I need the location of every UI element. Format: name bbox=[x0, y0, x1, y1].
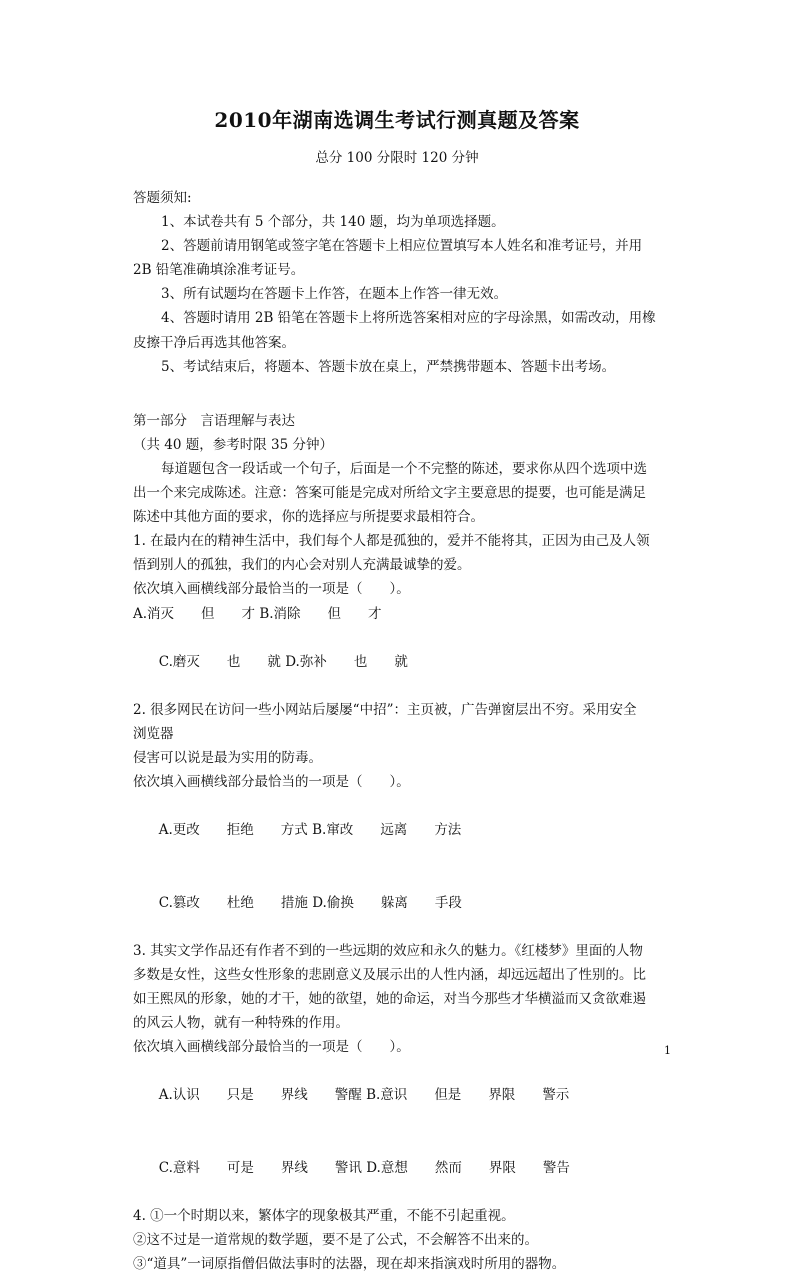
question-text: ②这不过是一道常规的数学题，要不是了公式，不会解答不出来的。 bbox=[133, 1231, 538, 1248]
option-word: 界限 bbox=[488, 1087, 516, 1104]
option-row bbox=[133, 794, 678, 866]
option-label: A. bbox=[158, 822, 173, 839]
option-word: 也 bbox=[353, 653, 368, 670]
option-label: C. bbox=[158, 1159, 173, 1176]
document-body bbox=[133, 186, 678, 1276]
option-word: 然而 bbox=[434, 1159, 462, 1176]
notice-item: 1、本试卷共有 5 个部分，共 140 题，均为单项选择题。 bbox=[161, 214, 505, 231]
option-word: 远离 bbox=[380, 822, 408, 839]
question-text: 悟到别人的孤独，我们的内心会对别人充满最诚挚的爱。 bbox=[133, 557, 471, 574]
question-text: ③“道具”一词原指僧侣做法事时的法器，现在却来指演戏时所用的器物。 bbox=[133, 1256, 566, 1273]
option-row bbox=[133, 867, 678, 939]
page-number: 1 bbox=[664, 1044, 671, 1057]
option-word: 界线 bbox=[280, 1087, 308, 1104]
option-row bbox=[133, 1132, 678, 1204]
question-text: 如王熙凤的形象，她的才干，她的欲望，她的命运，对当今那些才华横溢而又贪欲难遏 bbox=[133, 991, 646, 1007]
page-title: 2010年湖南选调生考试行测真题及答案 bbox=[214, 108, 580, 132]
notice-item: 2、答题前请用钢笔或签字笔在答题卡上相应位置填写本人姓名和准考证号，并用 bbox=[161, 238, 643, 255]
question-text: 1. 在最内在的精神生活中，我们每个人都是孤独的，爱并不能将其，正因为由己及人领 bbox=[133, 533, 650, 550]
question-text: 4. ①一个时期以来，繁体字的现象极其严重，不能不引起重视。 bbox=[133, 1207, 515, 1224]
option-word: 方法 bbox=[434, 822, 462, 839]
option-word: 只是 bbox=[226, 1087, 254, 1104]
question-text: 的风云人物，就有一种特殊的作用。 bbox=[133, 1015, 349, 1032]
option-word: 界线 bbox=[280, 1159, 308, 1176]
option-row bbox=[133, 626, 678, 698]
question-prompt: 依次填入画横线部分最恰当的一项是（ ）。 bbox=[133, 581, 410, 598]
option-word: 就 bbox=[267, 653, 281, 670]
option-word: 措施 bbox=[280, 894, 308, 911]
option-row: A.消灭 但 才 B.消除 但 才 bbox=[133, 605, 382, 622]
notice-heading: 答题须知: bbox=[133, 190, 192, 206]
notice-item: 2B 铅笔准确填涂准考证号。 bbox=[133, 262, 305, 279]
option-word: 偷换 bbox=[326, 894, 354, 911]
option-label: D. bbox=[366, 1159, 381, 1176]
option-row bbox=[133, 1059, 678, 1131]
option-word: 方式 bbox=[280, 822, 308, 839]
option-word: 杜绝 bbox=[226, 894, 254, 911]
question-text: 2. 很多网民在访问一些小网站后屡屡“中招”：主页被，广告弹窗层出不穷。采用安全 bbox=[133, 701, 637, 718]
option-word: 就 bbox=[394, 653, 408, 670]
notice-item: 4、答题时请用 2B 铅笔在答题卡上将所选答案相对应的字母涂黑，如需改动，用橡 bbox=[161, 310, 656, 327]
section-heading: 第一部分 言语理解与表达 bbox=[133, 412, 295, 429]
option-word: 拒绝 bbox=[226, 822, 254, 839]
question-text: 浏览器 bbox=[133, 725, 174, 742]
notice-item: 皮擦干净后再选其他答案。 bbox=[133, 334, 295, 351]
option-label: C. bbox=[158, 894, 173, 911]
notice-item: 5、考试结束后，将题本、答题卡放在桌上，严禁携带题本、答题卡出考场。 bbox=[161, 358, 616, 375]
option-word: 篡改 bbox=[172, 894, 200, 911]
option-label: B. bbox=[312, 822, 327, 839]
option-word: 警醒 bbox=[334, 1087, 362, 1104]
option-word: 可是 bbox=[226, 1159, 254, 1176]
section-subheading: （共 40 题，参考时限 35 分钟） bbox=[133, 436, 334, 453]
option-word: 窜改 bbox=[326, 822, 354, 839]
option-word: 也 bbox=[226, 653, 241, 670]
page-subtitle: 总分 100 分限时 120 分钟 bbox=[315, 150, 479, 166]
question-prompt: 依次填入画横线部分最恰当的一项是（ ）。 bbox=[133, 1039, 410, 1056]
option-word: 警告 bbox=[542, 1159, 570, 1176]
section-intro: 陈述中其他方面的要求，你的选择应与所提要求最相符合。 bbox=[133, 509, 484, 526]
option-word: 警讯 bbox=[334, 1159, 362, 1176]
notice-item: 3、所有试题均在答题卡上作答，在题本上作答一律无效。 bbox=[161, 286, 508, 303]
option-word: 但是 bbox=[434, 1087, 462, 1104]
option-word: 意料 bbox=[172, 1159, 200, 1176]
question-prompt: 依次填入画横线部分最恰当的一项是（ ）。 bbox=[133, 774, 410, 791]
option-word: 弥补 bbox=[299, 653, 327, 670]
option-label: D. bbox=[312, 894, 327, 911]
option-label: A. bbox=[158, 1087, 173, 1104]
option-word: 手段 bbox=[434, 894, 462, 911]
section-intro: 每道题包含一段话或一个句子，后面是一个不完整的陈述，要求你从四个选项中选 bbox=[161, 460, 647, 477]
option-word: 躲离 bbox=[380, 894, 408, 911]
option-word: 意识 bbox=[380, 1087, 408, 1104]
option-label: B. bbox=[366, 1087, 381, 1104]
section-intro: 出一个来完成陈述。注意：答案可能是完成对所给文字主要意思的提要，也可能是满足 bbox=[133, 485, 646, 502]
option-word: 界限 bbox=[488, 1159, 516, 1176]
option-word: 认识 bbox=[172, 1087, 200, 1104]
option-label: C. bbox=[158, 653, 173, 670]
option-word: 更改 bbox=[172, 822, 200, 839]
option-word: 意想 bbox=[380, 1159, 408, 1176]
question-text: 3. 其实文学作品还有作者不到的一些远期的效应和永久的魅力。《红楼梦》里面的人物 bbox=[133, 942, 643, 959]
option-word: 警示 bbox=[542, 1087, 570, 1104]
question-text: 多数是女性，这些女性形象的悲剧意义及展示出的人性内涵，却远远超出了性别的。比 bbox=[133, 966, 646, 983]
option-word: 磨灭 bbox=[172, 653, 200, 670]
option-label: D. bbox=[285, 653, 300, 670]
question-text: 侵害可以说是最为实用的防毒。 bbox=[133, 750, 322, 767]
